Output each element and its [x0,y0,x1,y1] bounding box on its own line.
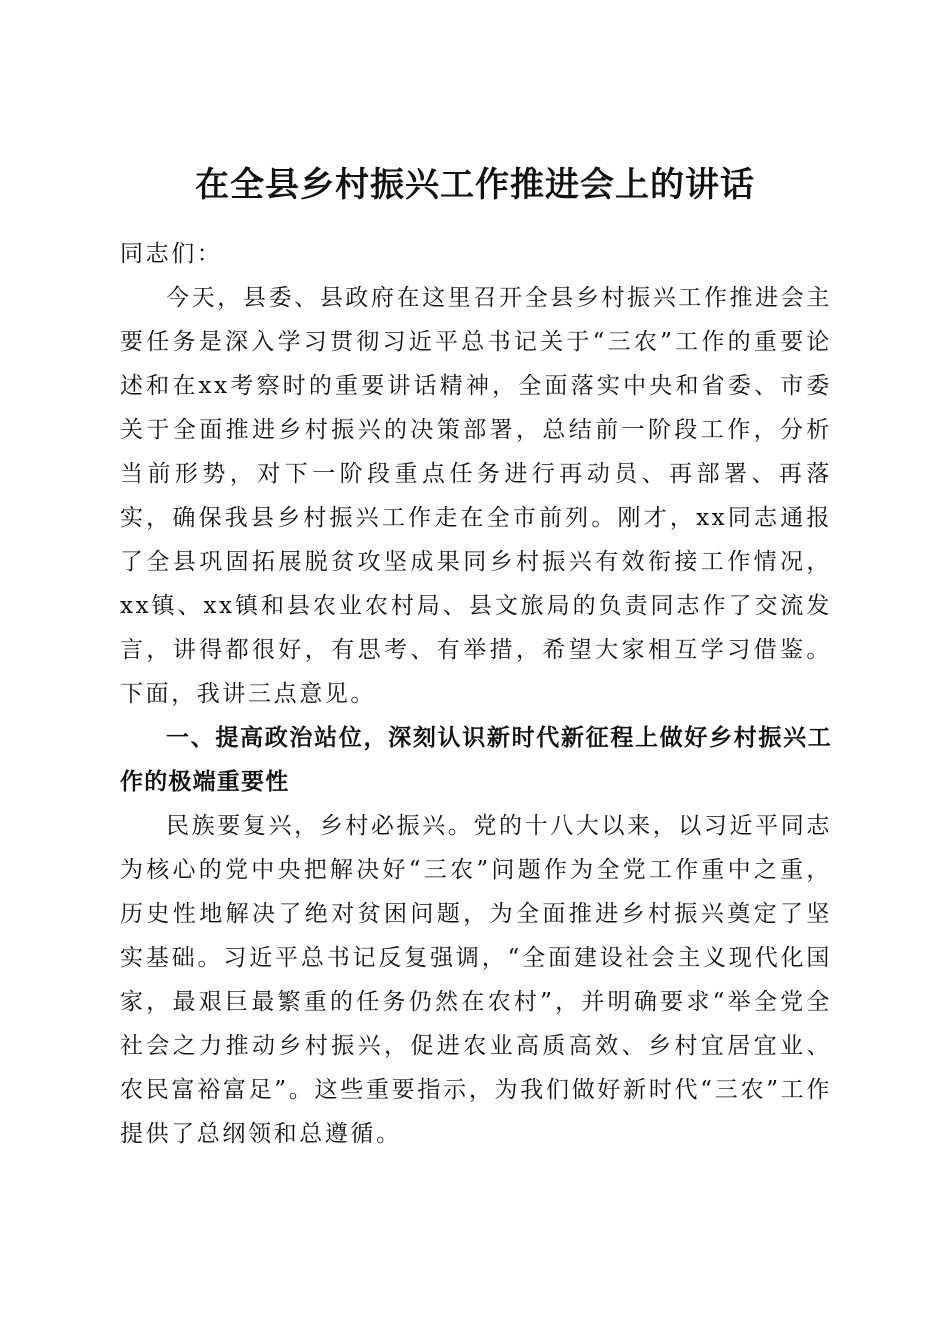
document-title: 在全县乡村振兴工作推进会上的讲话 [195,164,755,205]
salutation: 同志们： [120,241,223,267]
document-body [120,232,832,1156]
opening-paragraph: 今天，县委、县政府在这里召开全县乡村振兴工作推进会主要任务是深入学习贯彻习近平总书记关于“三农”工作的重要论述和在xx考察时的重要讲话精神，全面落实中央和省委、市委关于全面推进乡村振兴的决策部署，总结前一阶段工作，分析当前形势，对下一阶段重点任务进行再动员、再部署、再落实，确保我县乡村振兴工作走在全市前列。刚才，xx同志通报了全县巩固拓展脱贫攻坚成果同乡村振兴有效衔接工作情况，xx镇、xx镇和县农业农村局、县文旅局的负责同志作了交流发言，讲得都很好，有思考、有举措，希望大家相互学习借鉴。下面，我讲三点意见。 [120,285,832,707]
section-paragraph: 民族要复兴，乡村必振兴。党的十八大以来，以习近平同志为核心的党中央把解决好“三农”问题作为全党工作重中之重，历史性地解决了绝对贫困问题，为全面推进乡村振兴奠定了坚实基础。习近平总书记反复强调，“全面建设社会主义现代化国家，最艰巨最繁重的任务仍然在农村”，并明确要求“举全党全社会之力推动乡村振兴，促进农业高质高效、乡村宜居宜业、农民富裕富足”。这些重要指示，为我们做好新时代“三农”工作提供了总纲领和总遵循。 [120,813,832,1147]
section-heading: 一、提高政治站位，深刻认识新时代新征程上做好乡村振兴工作的极端重要性 [120,725,832,795]
